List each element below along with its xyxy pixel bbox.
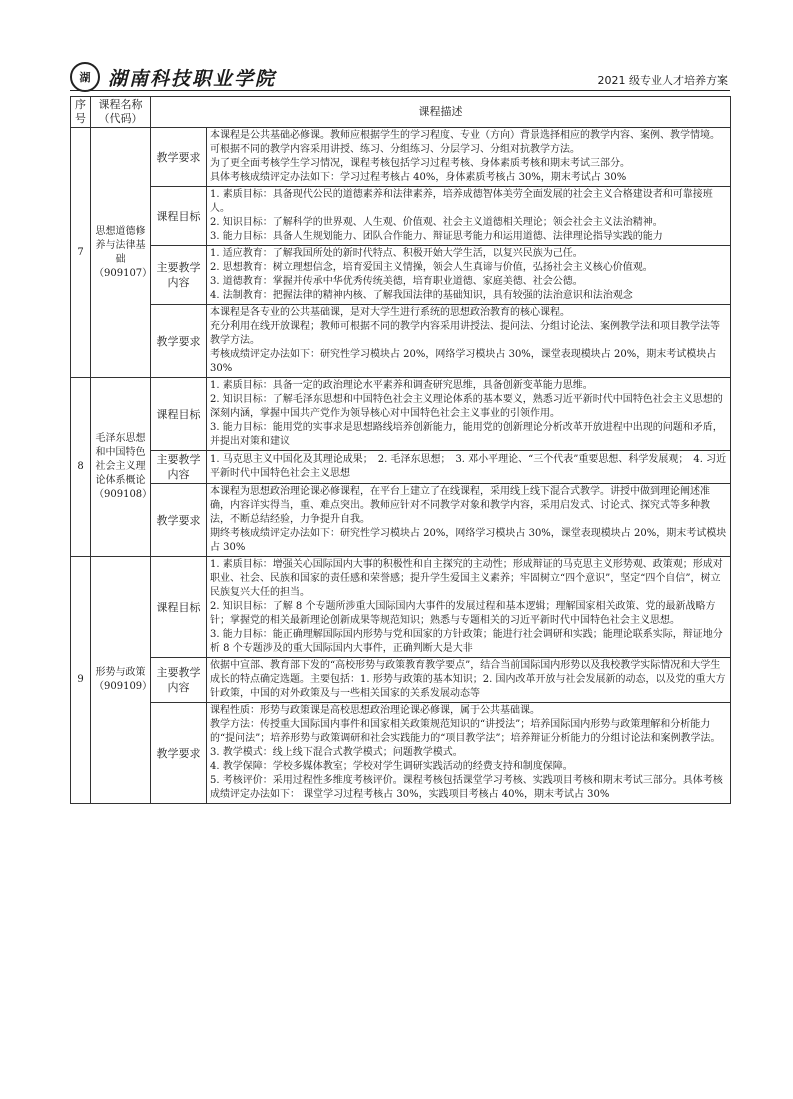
sub-label-requirements: 教学要求 xyxy=(151,703,207,804)
sub-label-content: 主要教学内容 xyxy=(151,658,207,703)
table-row xyxy=(71,703,731,804)
desc-line: 1. 适应教育：了解我国所处的新时代特点、积极开始大学生活，以复兴民族为己任。 xyxy=(210,248,583,259)
page-header xyxy=(70,62,730,92)
sub-label-requirements: 教学要求 xyxy=(151,305,207,378)
course-name: 毛泽东思想和中国特色 社会主义理论体系概论（909108） xyxy=(91,378,151,557)
sub-label-goals: 课程目标 xyxy=(151,378,207,451)
sub-label-requirements: 教学要求 xyxy=(151,484,207,557)
sub-label-goals: 课程目标 xyxy=(151,187,207,246)
desc-line: 1. 素质目标：增强关心国际国内大事的积极性和自主探究的主动性；形成辩证的马克思主义形势观、政策观；形成对职业、社会、民族和国家的责任感和荣誉感；提升学生爱国主义素养；牢固树立“四个意识”，坚定“四个自信”，树立民族复兴大任的担当。 xyxy=(210,559,723,598)
header-desc: 课程描述 xyxy=(151,97,731,128)
content-cell xyxy=(207,451,731,484)
desc-line: 依据中宣部、教育部下发的“高校形势与政策教育教学要点”，结合当前国际国内形势以及我校教学实际情况和大学生成长的特点确定选题。主要包括：1. 形势与政策的基本知识；2. 国内改革开放与社会发展新的动态，以及党的重大方针政策，中国的对外政策及与一些相关国家的关系发展动态等 xyxy=(210,660,726,699)
desc-line: 本课程为思想政治理论课必修课程，在平台上建立了在线课程，采用线上线下混合式教学。讲授中做到理论阐述准确，内容详实得当，重、难点突出。教师应针对不同教学对象和教学内容，采用启发式、讨论式、探究式等多种教法，不断总结经验，力争提升自我。 xyxy=(210,486,710,525)
school-seal-icon: 湖 xyxy=(70,62,100,92)
desc-line: 为了更全面考核学生学习情况，课程考核包括学习过程考核、身体素质考核和期末考试三部分。 xyxy=(210,158,630,169)
desc-line: 可根据不同的教学内容采用讲授、练习、分组练习、分层学习、分组对抗教学方法。 xyxy=(210,144,580,155)
table-row xyxy=(71,658,731,703)
requirements-cell xyxy=(207,128,731,187)
sub-label-content: 主要教学内容 xyxy=(151,246,207,305)
content-cell xyxy=(207,658,731,703)
course-no: 8 xyxy=(71,378,91,557)
sub-label-content: 主要教学内容 xyxy=(151,451,207,484)
goals-cell xyxy=(207,557,731,658)
header-rule xyxy=(70,90,730,91)
desc-line: 3. 能力目标：能用党的实事求是思想路线培养创新能力，能用党的创新理论分析改革开放进程中出现的问题和矛盾，并提出对策和建议 xyxy=(210,422,723,447)
course-name: 思想道德修养与法律基础（909107） xyxy=(91,128,151,378)
course-name: 形势与政策（909109） xyxy=(91,557,151,804)
sub-label-requirements: 教学要求 xyxy=(151,128,207,187)
desc-line: 考核成绩评定办法如下：研究性学习模块占 20%，网络学习模块占 30%，课堂表现模块占 20%，期末考试模块占 30% xyxy=(210,349,717,374)
content-cell xyxy=(207,246,731,305)
desc-line: 4. 法制教育：把握法律的精神内核、了解我国法律的基础知识，具有较强的法治意识和法治观念 xyxy=(210,290,633,301)
course-table xyxy=(70,96,731,804)
header-name: 课程名称（代码） xyxy=(91,97,151,128)
desc-line: 4. 教学保障：学校多媒体教室；学校对学生调研实践活动的经费支持和制度保障。 xyxy=(210,761,573,772)
desc-line: 2. 思想教育：树立理想信念，培育爱国主义情操，领会人生真谛与价值，弘扬社会主义核心价值观。 xyxy=(210,262,653,273)
table-row xyxy=(71,187,731,246)
table-row xyxy=(71,378,731,451)
goals-cell xyxy=(207,378,731,451)
desc-line: 1. 素质目标：具备现代公民的道德素养和法律素养，培养成德智体美劳全面发展的社会主义合格建设者和可靠接班人。 xyxy=(210,189,713,214)
desc-line: 5. 考核评价：采用过程性多维度考核评价。课程考核包括课堂学习考核、实践项目考核和期末考试三部分。具体考核成绩评定办法如下： 课堂学习过程考核占 30%，实践项目考核占 40%，期末考试占 30% xyxy=(210,775,723,800)
desc-line: 充分利用在线开放课程；教师可根据不同的教学内容采用讲授法、提问法、分组讨论法、案例教学法和项目教学法等教学方法。 xyxy=(210,321,720,346)
desc-line: 1. 素质目标：具备一定的政治理论水平素养和调查研究思维，具备创新变革能力思维。 xyxy=(210,380,593,391)
table-row xyxy=(71,128,731,187)
sub-label-goals: 课程目标 xyxy=(151,557,207,658)
requirements-cell xyxy=(207,305,731,378)
table-row xyxy=(71,451,731,484)
desc-line: 课程性质：形势与政策课是高校思想政治理论课必修课，属于公共基础课。 xyxy=(210,705,540,716)
desc-line: 3. 能力目标：能正确理解国际国内形势与党和国家的方针政策；能进行社会调研和实践；能理论联系实际，辩证地分析 8 个专题涉及的重大国际国内大事件，正确判断大是大非 xyxy=(210,629,723,654)
desc-line: 1. 马克思主义中国化及其理论成果； 2. 毛泽东思想； 3. 邓小平理论、“三个代表”重要思想、科学发展观； 4. 习近平新时代中国特色社会主义思想 xyxy=(210,454,727,479)
desc-line: 具体考核成绩评定办法如下：学习过程考核占 40%，身体素质考核占 30%，期末考试占 30% xyxy=(210,172,627,183)
school-name: 湖南科技职业学院 xyxy=(108,67,277,90)
header-no: 序号 xyxy=(71,97,91,128)
desc-line: 本课程是各专业的公共基础课，是对大学生进行系统的思想政治教育的核心课程。 xyxy=(210,307,570,318)
school-logo xyxy=(70,62,276,92)
table-row xyxy=(71,557,731,658)
table-row xyxy=(71,305,731,378)
desc-line: 2. 知识目标：了解毛泽东思想和中国特色社会主义理论体系的基本要义，熟悉习近平新时代中国特色社会主义思想的深刻内涵，掌握中国共产党作为领导核心对中国特色社会主义事业的引领作用。 xyxy=(210,394,723,419)
requirements-cell xyxy=(207,484,731,557)
desc-line: 2. 知识目标：了解 8 个专题所涉重大国际国内大事件的发展过程和基本逻辑；理解国家相关政策、党的最新战略方针；掌握党的相关最新理论创新成果等规范知识；熟悉与专题相关的习近平新时代中国特色社会主义思想。 xyxy=(210,601,716,626)
course-no: 7 xyxy=(71,128,91,378)
desc-line: 教学方法：传授重大国际国内事件和国家相关政策规范知识的“讲授法”；培养国际国内形势与政策理解和分析能力的“提问法”；培养形势与政策调研和社会实践能力的“项目教学法”；培养辩证分析能力的分组讨论法和案例教学法。 xyxy=(210,719,721,744)
plan-title: 2021 级专业人才培养方案 xyxy=(597,74,728,87)
desc-line: 3. 教学模式：线上线下混合式教学模式；问题教学模式。 xyxy=(210,747,463,758)
table-row xyxy=(71,246,731,305)
goals-cell xyxy=(207,187,731,246)
requirements-cell xyxy=(207,703,731,804)
desc-line: 期终考核成绩评定办法如下：研究性学习模块占 20%，网络学习模块占 30%，课堂表现模块占 20%，期末考试模块占 30% xyxy=(210,528,727,553)
desc-line: 3. 能力目标：具备人生规划能力、团队合作能力、辩证思考能力和运用道德、法律理论指导实践的能力 xyxy=(210,231,663,242)
desc-line: 3. 道德教育：掌握并传承中华优秀传统美德，培育职业道德、家庭美德、社会公德。 xyxy=(210,276,583,287)
desc-line: 2. 知识目标：了解科学的世界观、人生观、价值观、社会主义道德相关理论；领会社会主义法治精神。 xyxy=(210,217,663,228)
table-row xyxy=(71,484,731,557)
course-no: 9 xyxy=(71,557,91,804)
desc-line: 本课程是公共基础必修课。教师应根据学生的学习程度、专业（方向）背景选择相应的教学内容、案例、教学情境。 xyxy=(210,130,720,141)
table-header-row xyxy=(71,97,731,128)
